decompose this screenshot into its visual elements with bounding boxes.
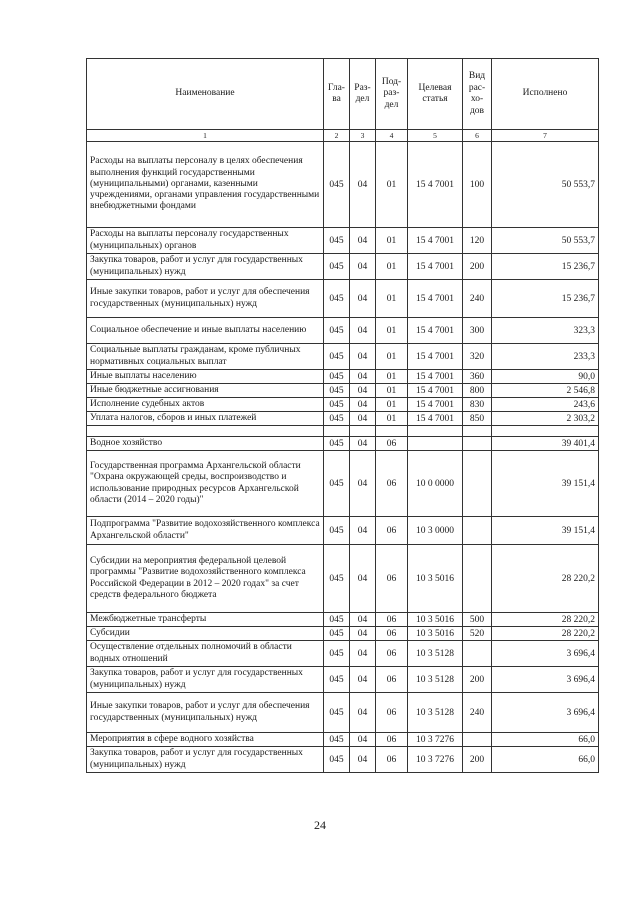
cell-razdel: 04 — [350, 280, 376, 318]
cell-podrazdel: 01 — [376, 370, 408, 384]
cell-razdel: 04 — [350, 318, 376, 344]
cell-razdel: 04 — [350, 747, 376, 773]
cell-razdel: 04 — [350, 228, 376, 254]
cell-target-article: 15 4 7001 — [408, 412, 463, 426]
cell-razdel: 04 — [350, 384, 376, 398]
table-row — [87, 370, 599, 384]
cell-razdel: 04 — [350, 437, 376, 451]
budget-table — [86, 58, 599, 773]
cell-podrazdel: 06 — [376, 627, 408, 641]
cell-expense-type — [463, 437, 492, 451]
cell-name: Иные бюджетные ассигнования — [87, 384, 324, 398]
cell-podrazdel: 06 — [376, 613, 408, 627]
col-number: 5 — [408, 130, 463, 142]
cell-podrazdel: 06 — [376, 545, 408, 613]
cell-target-article: 10 3 5128 — [408, 667, 463, 693]
cell-glava: 045 — [324, 733, 350, 747]
table-row — [87, 254, 599, 280]
cell-glava: 045 — [324, 280, 350, 318]
cell-name: Осуществление отдельных полномочий в области водных отношений — [87, 641, 324, 667]
cell-expense-type — [463, 545, 492, 613]
cell-executed: 243,6 — [492, 398, 599, 412]
cell-name: Уплата налогов, сборов и иных платежей — [87, 412, 324, 426]
header-razdel — [350, 59, 376, 130]
cell-target-article: 15 4 7001 — [408, 370, 463, 384]
cell-expense-type: 200 — [463, 254, 492, 280]
header-glava-text: Гла- ва — [328, 82, 345, 104]
blank-cell — [87, 426, 324, 437]
cell-name: Иные закупки товаров, работ и услуг для обеспечения государственных (муниципальных) нужд — [87, 693, 324, 733]
cell-podrazdel: 06 — [376, 667, 408, 693]
cell-expense-type — [463, 641, 492, 667]
col-number: 4 — [376, 130, 408, 142]
cell-podrazdel: 01 — [376, 142, 408, 228]
cell-target-article: 15 4 7001 — [408, 318, 463, 344]
cell-expense-type: 500 — [463, 613, 492, 627]
cell-expense-type: 240 — [463, 280, 492, 318]
cell-target-article: 10 3 5128 — [408, 693, 463, 733]
blank-cell — [350, 426, 376, 437]
cell-target-article: 10 3 5128 — [408, 641, 463, 667]
table-row — [87, 412, 599, 426]
header-expense-type-text: Вид рас- хо- дов — [468, 71, 486, 116]
cell-executed: 3 696,4 — [492, 641, 599, 667]
cell-name: Исполнение судебных актов — [87, 398, 324, 412]
cell-target-article: 15 4 7001 — [408, 228, 463, 254]
cell-podrazdel: 01 — [376, 344, 408, 370]
cell-glava: 045 — [324, 254, 350, 280]
table-row — [87, 545, 599, 613]
page-number: 24 — [314, 818, 326, 832]
cell-target-article: 10 3 0000 — [408, 517, 463, 545]
table-row — [87, 398, 599, 412]
cell-expense-type: 200 — [463, 747, 492, 773]
header-name — [87, 59, 324, 130]
cell-name: Государственная программа Архангельской области "Охрана окружающей среды, воспроизводство и использование природных ресурсов Архангельской области (2014 – 2020 годы)" — [87, 451, 324, 517]
col-number: 6 — [463, 130, 492, 142]
cell-target-article: 10 3 5016 — [408, 545, 463, 613]
blank-row — [87, 426, 599, 437]
cell-razdel: 04 — [350, 517, 376, 545]
cell-glava: 045 — [324, 398, 350, 412]
cell-executed: 3 696,4 — [492, 693, 599, 733]
cell-podrazdel: 06 — [376, 733, 408, 747]
table-row — [87, 641, 599, 667]
cell-name: Мероприятия в сфере водного хозяйства — [87, 733, 324, 747]
cell-glava: 045 — [324, 412, 350, 426]
cell-razdel: 04 — [350, 627, 376, 641]
table-row — [87, 451, 599, 517]
cell-glava: 045 — [324, 693, 350, 733]
cell-name: Иные закупки товаров, работ и услуг для обеспечения государственных (муниципальных) нужд — [87, 280, 324, 318]
header-podrazdel-text: Под- раз- дел — [381, 76, 402, 110]
cell-podrazdel: 01 — [376, 384, 408, 398]
cell-expense-type: 120 — [463, 228, 492, 254]
cell-executed: 15 236,7 — [492, 280, 599, 318]
cell-expense-type: 520 — [463, 627, 492, 641]
table-row — [87, 613, 599, 627]
cell-target-article: 15 4 7001 — [408, 398, 463, 412]
table-row — [87, 344, 599, 370]
cell-glava: 045 — [324, 641, 350, 667]
blank-cell — [408, 426, 463, 437]
col-number: 2 — [324, 130, 350, 142]
cell-razdel: 04 — [350, 344, 376, 370]
table-row — [87, 318, 599, 344]
cell-target-article: 15 4 7001 — [408, 280, 463, 318]
cell-executed: 50 553,7 — [492, 142, 599, 228]
blank-cell — [463, 426, 492, 437]
cell-razdel: 04 — [350, 370, 376, 384]
cell-target-article: 10 3 5016 — [408, 613, 463, 627]
cell-expense-type — [463, 733, 492, 747]
header-expense-type — [463, 59, 492, 130]
cell-expense-type: 800 — [463, 384, 492, 398]
col-number: 3 — [350, 130, 376, 142]
cell-glava: 045 — [324, 747, 350, 773]
cell-executed: 50 553,7 — [492, 228, 599, 254]
header-executed — [492, 59, 599, 130]
header-target-article-text: Целевая статья — [418, 82, 452, 104]
cell-target-article: 15 4 7001 — [408, 254, 463, 280]
table-row — [87, 627, 599, 641]
cell-executed: 323,3 — [492, 318, 599, 344]
cell-razdel: 04 — [350, 254, 376, 280]
cell-executed: 39 151,4 — [492, 517, 599, 545]
cell-executed: 28 220,2 — [492, 545, 599, 613]
cell-target-article: 15 4 7001 — [408, 344, 463, 370]
cell-target-article: 10 3 5016 — [408, 627, 463, 641]
cell-name: Иные выплаты населению — [87, 370, 324, 384]
table-row — [87, 747, 599, 773]
cell-expense-type — [463, 517, 492, 545]
cell-expense-type: 300 — [463, 318, 492, 344]
cell-target-article: 15 4 7001 — [408, 384, 463, 398]
cell-executed: 3 696,4 — [492, 667, 599, 693]
table-body — [87, 142, 599, 773]
cell-glava: 045 — [324, 142, 350, 228]
header-executed-text: Исполнено — [522, 88, 568, 99]
table-row — [87, 280, 599, 318]
table-row — [87, 384, 599, 398]
cell-name: Расходы на выплаты персоналу в целях обеспечения выполнения функций государственными (муниципальными) органами, казенными учреждениями, органами управления государственными внебюджетными фондами — [87, 142, 324, 228]
cell-glava: 045 — [324, 517, 350, 545]
cell-razdel: 04 — [350, 693, 376, 733]
header-glava — [324, 59, 350, 130]
cell-executed: 15 236,7 — [492, 254, 599, 280]
cell-expense-type: 360 — [463, 370, 492, 384]
cell-glava: 045 — [324, 437, 350, 451]
cell-expense-type: 830 — [463, 398, 492, 412]
cell-executed: 28 220,2 — [492, 613, 599, 627]
cell-executed: 39 151,4 — [492, 451, 599, 517]
cell-razdel: 04 — [350, 451, 376, 517]
cell-executed: 2 546,8 — [492, 384, 599, 398]
table-row — [87, 437, 599, 451]
cell-expense-type: 200 — [463, 667, 492, 693]
cell-executed: 233,3 — [492, 344, 599, 370]
table-row — [87, 517, 599, 545]
cell-executed: 66,0 — [492, 747, 599, 773]
cell-expense-type — [463, 451, 492, 517]
cell-podrazdel: 06 — [376, 517, 408, 545]
cell-name: Социальные выплаты гражданам, кроме публичных нормативных социальных выплат — [87, 344, 324, 370]
header-razdel-text: Раз- дел — [354, 82, 371, 104]
cell-podrazdel: 06 — [376, 451, 408, 517]
cell-podrazdel: 06 — [376, 747, 408, 773]
cell-executed: 90,0 — [492, 370, 599, 384]
cell-glava: 045 — [324, 667, 350, 693]
cell-podrazdel: 01 — [376, 280, 408, 318]
cell-razdel: 04 — [350, 641, 376, 667]
cell-expense-type: 320 — [463, 344, 492, 370]
table-row — [87, 142, 599, 228]
cell-podrazdel: 01 — [376, 398, 408, 412]
table-row — [87, 693, 599, 733]
header-name-text: Наименование — [175, 88, 235, 99]
cell-glava: 045 — [324, 613, 350, 627]
cell-glava: 045 — [324, 627, 350, 641]
header-target-article — [408, 59, 463, 130]
cell-executed: 2 303,2 — [492, 412, 599, 426]
col-number: 7 — [492, 130, 599, 142]
cell-glava: 045 — [324, 545, 350, 613]
cell-podrazdel: 01 — [376, 412, 408, 426]
cell-podrazdel: 01 — [376, 318, 408, 344]
cell-podrazdel: 06 — [376, 437, 408, 451]
cell-target-article — [408, 437, 463, 451]
cell-name: Подпрограмма "Развитие водохозяйственного комплекса Архангельской области" — [87, 517, 324, 545]
cell-podrazdel: 06 — [376, 641, 408, 667]
blank-cell — [324, 426, 350, 437]
col-number: 1 — [87, 130, 324, 142]
cell-expense-type: 100 — [463, 142, 492, 228]
cell-glava: 045 — [324, 228, 350, 254]
cell-expense-type: 240 — [463, 693, 492, 733]
table-row — [87, 733, 599, 747]
table-header-row — [87, 59, 599, 130]
cell-name: Субсидии на мероприятия федеральной целевой программы "Развитие водохозяйственного комплекса Российской Федерации в 2012 – 2020 годах" за счет средств федерального бюджета — [87, 545, 324, 613]
blank-cell — [492, 426, 599, 437]
cell-target-article: 10 0 0000 — [408, 451, 463, 517]
cell-name: Закупка товаров, работ и услуг для государственных (муниципальных) нужд — [87, 747, 324, 773]
blank-cell — [376, 426, 408, 437]
cell-razdel: 04 — [350, 613, 376, 627]
cell-glava: 045 — [324, 451, 350, 517]
cell-name: Социальное обеспечение и иные выплаты населению — [87, 318, 324, 344]
cell-podrazdel: 01 — [376, 228, 408, 254]
cell-expense-type: 850 — [463, 412, 492, 426]
cell-name: Субсидии — [87, 627, 324, 641]
cell-razdel: 04 — [350, 398, 376, 412]
cell-razdel: 04 — [350, 667, 376, 693]
cell-razdel: 04 — [350, 142, 376, 228]
cell-glava: 045 — [324, 318, 350, 344]
cell-executed: 66,0 — [492, 733, 599, 747]
cell-target-article: 10 3 7276 — [408, 733, 463, 747]
cell-glava: 045 — [324, 344, 350, 370]
cell-glava: 045 — [324, 370, 350, 384]
table-row — [87, 667, 599, 693]
cell-name: Расходы на выплаты персоналу государственных (муниципальных) органов — [87, 228, 324, 254]
table-row — [87, 228, 599, 254]
cell-razdel: 04 — [350, 412, 376, 426]
cell-name: Закупка товаров, работ и услуг для государственных (муниципальных) нужд — [87, 667, 324, 693]
cell-executed: 39 401,4 — [492, 437, 599, 451]
cell-podrazdel: 06 — [376, 693, 408, 733]
cell-name: Водное хозяйство — [87, 437, 324, 451]
header-podrazdel — [376, 59, 408, 130]
cell-target-article: 10 3 7276 — [408, 747, 463, 773]
cell-podrazdel: 01 — [376, 254, 408, 280]
cell-name: Межбюджетные трансферты — [87, 613, 324, 627]
cell-glava: 045 — [324, 384, 350, 398]
cell-razdel: 04 — [350, 733, 376, 747]
cell-target-article: 15 4 7001 — [408, 142, 463, 228]
cell-name: Закупка товаров, работ и услуг для государственных (муниципальных) нужд — [87, 254, 324, 280]
cell-executed: 28 220,2 — [492, 627, 599, 641]
column-number-row — [87, 130, 599, 142]
cell-razdel: 04 — [350, 545, 376, 613]
